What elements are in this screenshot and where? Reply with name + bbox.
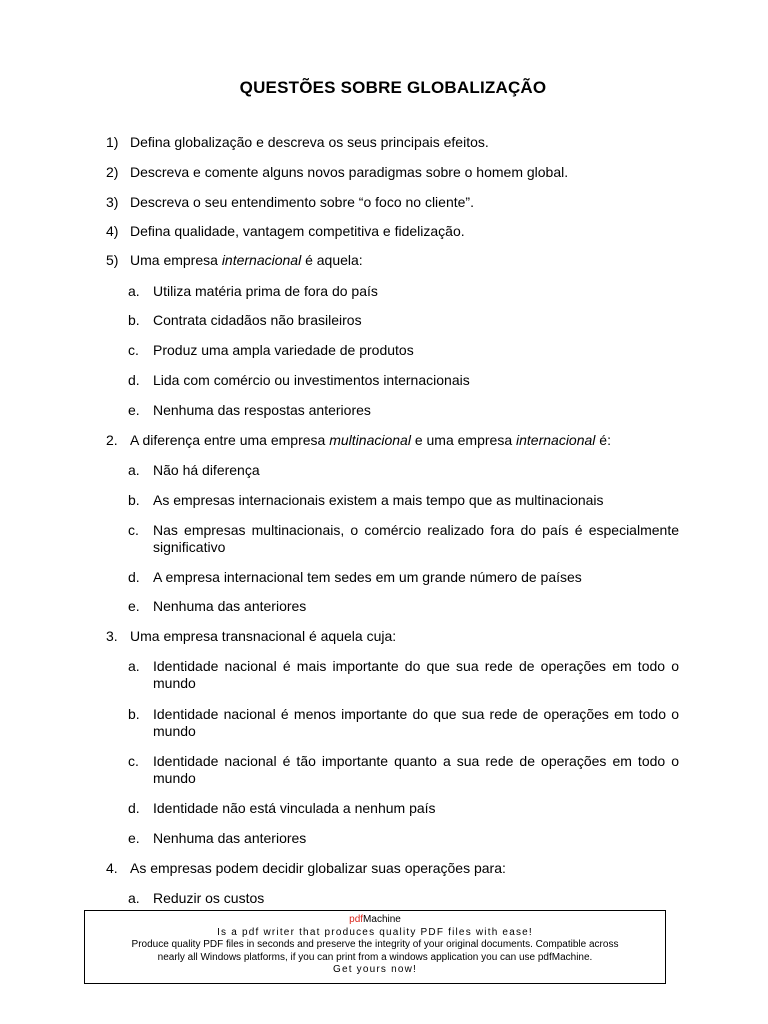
- question-text-italic: multinacional: [329, 432, 411, 448]
- question-list: [0, 134, 768, 910]
- option-letter: c.: [128, 342, 139, 358]
- brand-pdf: pdf: [349, 914, 364, 925]
- question-text: Uma empresa transnacional é aquela cuja:: [130, 628, 397, 644]
- option-text: Identidade nacional é tão importante quanto a sua rede de operações em todo o mundo: [153, 753, 679, 786]
- page-title: QUESTÕES SOBRE GLOBALIZAÇÃO: [239, 78, 547, 97]
- brand-machine: Machine: [363, 914, 401, 925]
- option-letter: a.: [128, 462, 140, 478]
- option-letter: b.: [128, 312, 140, 328]
- question-number: 5): [106, 252, 119, 268]
- option-q5-a: [0, 283, 768, 312]
- option-text: Contrata cidadãos não brasileiros: [153, 312, 362, 328]
- option-q5-c: [0, 342, 768, 372]
- option-text: Identidade nacional é menos importante do que sua rede de operações em todo o mundo: [153, 706, 679, 739]
- question-text-italic: internacional: [221, 252, 302, 268]
- option-letter: b.: [128, 706, 140, 722]
- option-text: Identidade não está vinculada a nenhum país: [153, 800, 436, 816]
- question-3: [0, 194, 768, 223]
- pdfmachine-banner: [84, 910, 666, 984]
- question-text-part: é aquela:: [301, 252, 363, 268]
- question-2-multiple-choice: [0, 432, 768, 462]
- question-text: Defina qualidade, vantagem competitiva e fidelização.: [130, 223, 465, 239]
- option-text: Nenhuma das respostas anteriores: [153, 402, 371, 418]
- option-letter: b.: [128, 492, 140, 508]
- question-number: 3.: [106, 628, 118, 644]
- option-q2-e: [0, 598, 768, 628]
- option-q3-a: [0, 658, 768, 706]
- option-letter: c.: [128, 753, 139, 769]
- footer-brand: [85, 914, 665, 927]
- question-1: [0, 134, 768, 164]
- question-number: 2.: [106, 432, 118, 448]
- option-text: A empresa internacional tem sedes em um grande número de países: [153, 569, 582, 585]
- option-q3-c: [0, 753, 768, 800]
- question-5: [0, 252, 768, 283]
- option-text: Não há diferença: [153, 462, 260, 478]
- option-letter: a.: [128, 890, 140, 906]
- option-q3-d: [0, 800, 768, 830]
- question-text-part: Uma empresa: [130, 252, 222, 268]
- question-text: [130, 252, 678, 269]
- question-text: Descreva e comente alguns novos paradigmas sobre o homem global.: [130, 164, 569, 180]
- question-number: 4): [106, 223, 119, 239]
- question-4: [0, 223, 768, 252]
- option-text: Identidade nacional é mais importante do que sua rede de operações em todo o mundo: [153, 658, 679, 691]
- option-q2-d: [0, 569, 768, 598]
- option-letter: a.: [128, 658, 140, 674]
- footer-cta: Get yours now!: [332, 964, 418, 975]
- option-letter: e.: [128, 830, 140, 846]
- option-text: Nenhuma das anteriores: [153, 598, 307, 614]
- question-number: 3): [106, 194, 119, 210]
- question-text: [130, 432, 678, 449]
- option-q2-a: [0, 462, 768, 492]
- option-text: Nas empresas multinacionais, o comércio realizado fora do país é especialmente significativo: [153, 522, 679, 555]
- option-text: Produz uma ampla variedade de produtos: [153, 342, 414, 358]
- question-number: 4.: [106, 860, 118, 876]
- footer-tagline: Is a pdf writer that produces quality PDF files with ease!: [217, 926, 533, 938]
- question-number: 1): [106, 134, 119, 150]
- option-q5-d: [0, 372, 768, 402]
- option-letter: e.: [128, 598, 140, 614]
- option-letter: a.: [128, 283, 140, 299]
- option-q3-b: [0, 706, 768, 753]
- option-letter: d.: [128, 800, 140, 816]
- option-text: Reduzir os custos: [153, 890, 265, 906]
- option-q4-a: [0, 890, 768, 910]
- option-letter: e.: [128, 402, 140, 418]
- question-text: Descreva o seu entendimento sobre “o foco no cliente”.: [130, 194, 474, 210]
- option-q3-e: [0, 830, 768, 860]
- question-3-multiple-choice: [0, 628, 768, 658]
- footer-description-2: nearly all Windows platforms, if you can print from a windows application you can use pdfMachine.: [157, 951, 593, 963]
- question-text-part: é:: [595, 432, 611, 448]
- question-text: Defina globalização e descreva os seus principais efeitos.: [130, 134, 489, 150]
- option-letter: d.: [128, 372, 140, 388]
- option-q2-b: [0, 492, 768, 522]
- option-letter: d.: [128, 569, 140, 585]
- question-4-multiple-choice: [0, 860, 768, 890]
- question-number: 2): [106, 164, 119, 180]
- question-text: As empresas podem decidir globalizar suas operações para:: [130, 860, 506, 876]
- question-text-italic: internacional: [516, 432, 596, 448]
- option-q5-e: [0, 402, 768, 432]
- option-q2-c: [0, 522, 768, 569]
- option-text: As empresas internacionais existem a mais tempo que as multinacionais: [153, 492, 604, 508]
- option-q5-b: [0, 312, 768, 342]
- option-text: Utiliza matéria prima de fora do país: [153, 283, 378, 299]
- option-letter: c.: [128, 522, 139, 538]
- option-text: Lida com comércio ou investimentos internacionais: [153, 372, 470, 388]
- question-2: [0, 164, 768, 194]
- question-text-part: A diferença entre uma empresa: [130, 432, 330, 448]
- question-text-part: e uma empresa: [410, 432, 517, 448]
- footer-description: Produce quality PDF files in seconds and preserve the integrity of your original documents. Compatible across: [131, 939, 619, 950]
- option-text: Nenhuma das anteriores: [153, 830, 307, 846]
